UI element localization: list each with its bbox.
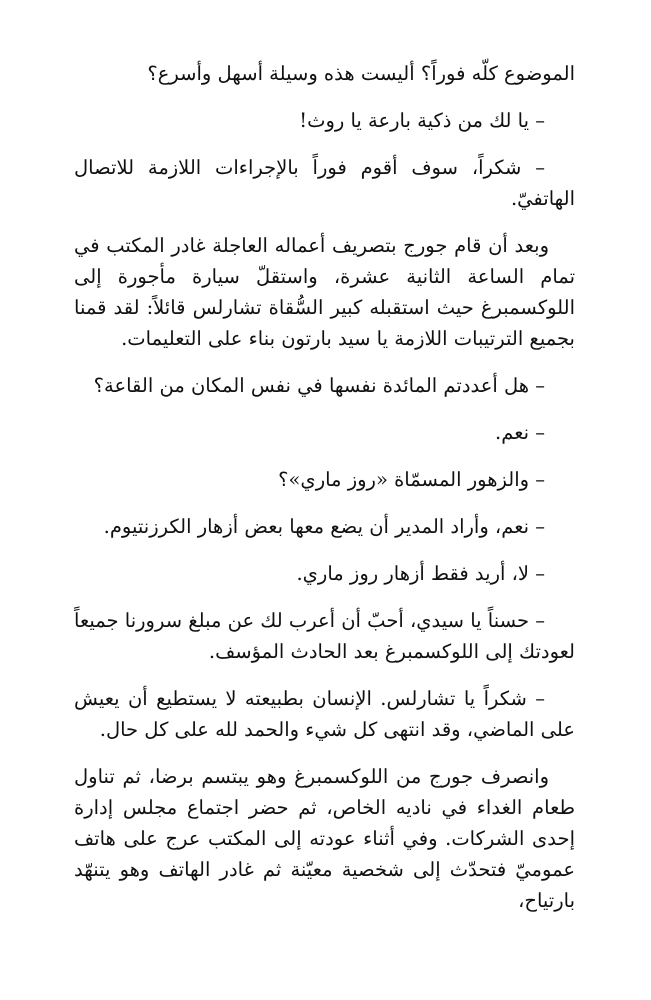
dialog-line-rosemary-only: – لا، أريد فقط أزهار روز ماري. [296,562,545,585]
dialog-line-flowers: – والزهور المسمّاة «روز ماري»؟ [278,468,545,491]
paragraph-george-lunch: وانصرف جورج من اللوكسمبرغ وهو يبتسم برضا، ثم تناول طعام الغداء في ناديه الخاص، ثم حضر اجتماع مجلس إدارة إحدى الشركات. وفي أثناء عودته إلى المكتب عرج على هاتف عموميّ فتحدّث إلى شخصية معيّنة ثم غادر الهاتف وهو يتنهّد بارتياح، [74,765,575,912]
dialog-line-table: – هل أعددتم المائدة نفسها في نفس المكان من القاعة؟ [93,374,545,397]
dialog-line-welcome-back [74,605,575,667]
paragraph-continuation: الموضوع كلّه فوراً؟ أليست هذه وسيلة أسهل وأسرع؟ [147,62,575,85]
dialog-line-praise: – يا لك من ذكية بارعة يا روث! [299,109,545,132]
book-page [74,58,575,916]
dialog-line-yes: – نعم. [495,421,545,444]
dialog-line-thanks-text: – شكراً، سوف أقوم فوراً بالإجراءات اللازمة للاتصال الهاتفيّ. [74,156,575,210]
dialog-line-past-text: – شكراً يا تشارلس. الإنسان بطبيعته لا يستطيع أن يعيش على الماضي، وقد انتهى كل شيء والحمد لله على كل حال. [74,687,575,741]
dialog-line-past [74,683,575,745]
dialog-line-welcome-back-text: – حسناً يا سيدي، أحبّ أن أعرب لك عن مبلغ سرورنا جميعاً لعودتك إلى اللوكسمبرغ بعد الحادث المؤسف. [74,609,575,663]
dialog-line-chrysanthemum: – نعم، وأراد المدير أن يضع معها بعض أزهار الكرزنتيوم. [103,515,545,538]
dialog-line-thanks [74,152,575,214]
paragraph-george-leaves-office: وبعد أن قام جورج بتصريف أعماله العاجلة غادر المكتب في تمام الساعة الثانية عشرة، واستقلّ سيارة مأجورة إلى اللوكسمبرغ حيث استقبله كبير السُّقاة تشارلس قائلاً: لقد قمنا بجميع الترتيبات اللازمة يا سيد بارتون بناء على التعليمات. [74,234,575,350]
